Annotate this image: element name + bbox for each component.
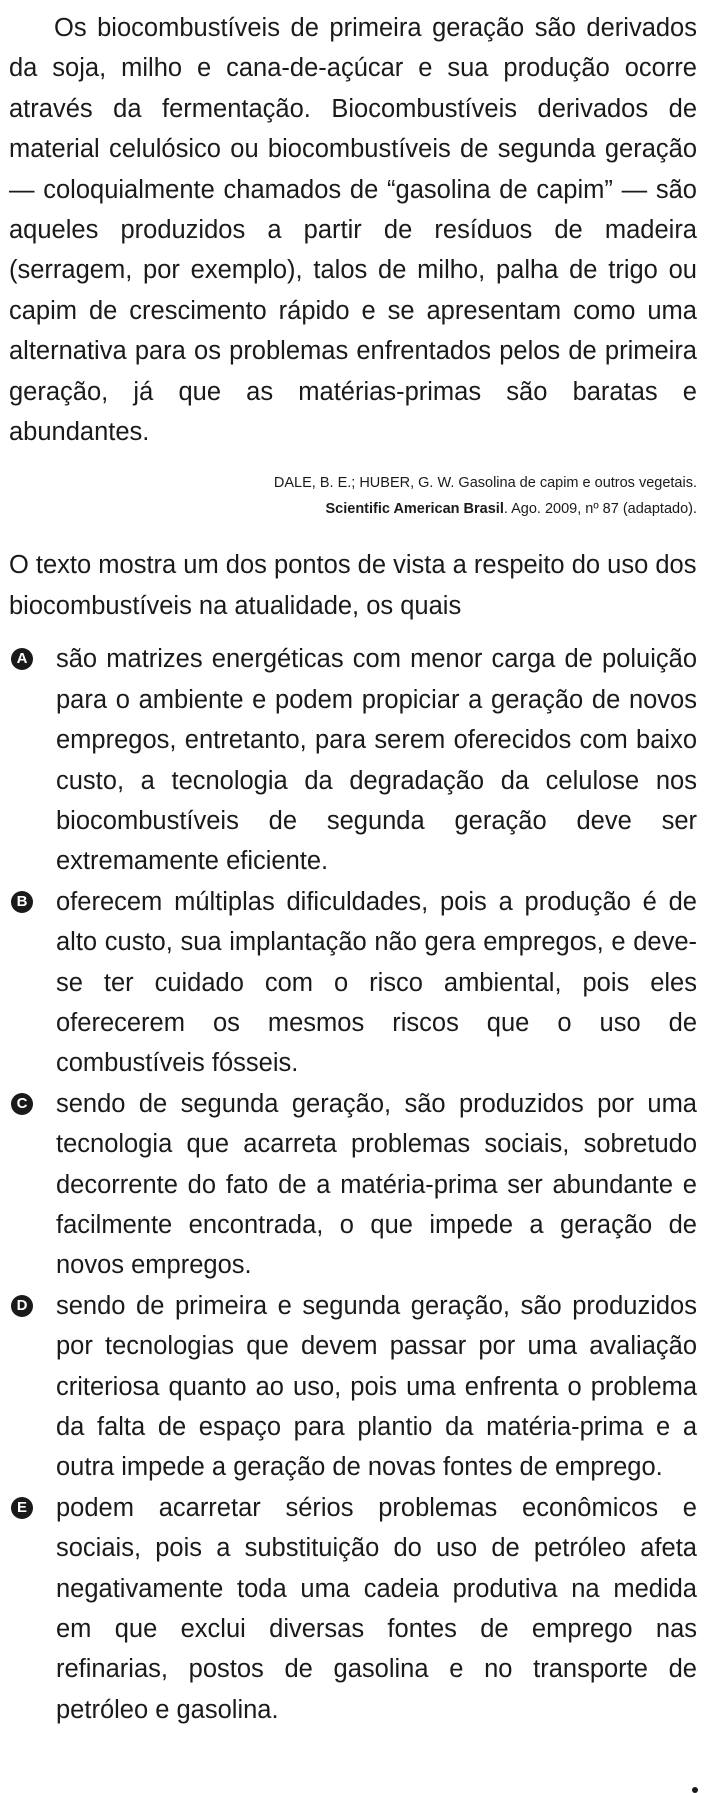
option-b-text: oferecem múltiplas dificuldades, pois a produção é de alto custo, sua implantação não gera empregos, e deve-se ter cuidado com o risco ambiental, pois eles oferecerem os mesmos riscos que o uso de combustíveis fósseis. — [56, 887, 697, 1078]
option-a-letter-badge: A — [11, 648, 33, 670]
answer-options — [9, 639, 697, 1730]
option-e[interactable] — [9, 1488, 697, 1730]
option-e-text: podem acarretar sérios problemas econômicos e sociais, pois a substituição do uso de petróleo afeta negativamente toda uma cadeia produtiva na medida em que exclui diversas fontes de emprego nas refinarias, postos de gasolina e no transporte de petróleo e gasolina. — [56, 1493, 697, 1724]
question-stem: O texto mostra um dos pontos de vista a respeito do uso dos biocombustíveis na atualidade, os quais — [9, 551, 697, 620]
option-d-text: sendo de primeira e segunda geração, são produzidos por tecnologias que devem passar por uma avaliação criteriosa quanto ao uso, pois uma enfrenta o problema da falta de espaço para plantio da matéria-prima e a outra impede a geração de novas fontes de emprego. — [56, 1291, 697, 1482]
option-c[interactable] — [9, 1084, 697, 1286]
option-a[interactable] — [9, 639, 697, 881]
option-b-letter-badge: B — [11, 891, 33, 913]
exam-question — [9, 0, 697, 1730]
citation-source-title: Scientific American Brasil — [325, 501, 504, 518]
option-d-letter-badge: D — [11, 1295, 33, 1317]
passage-text: Os biocombustíveis de primeira geração são derivados da soja, milho e cana-de-açúcar e sua produção ocorre através da fermentação. Biocombustíveis derivados de material celulósico ou biocombustíveis de segunda geração — coloquialmente chamados de “gasolina de capim” — são aqueles produzidos a partir de resíduos de madeira (serragem, por exemplo), talos de milho, palha de trigo ou capim de crescimento rápido e se apresentam como uma alternativa para os problemas enfrentados pelos de primeira geração, já que as matérias-primas são baratas e abundantes. — [9, 14, 697, 447]
citation-author-title: DALE, B. E.; HUBER, G. W. Gasolina de capim e outros vegetais. — [273, 475, 697, 492]
option-c-letter-badge: C — [11, 1093, 33, 1115]
page-corner-dot — [692, 1787, 698, 1793]
option-b[interactable] — [9, 882, 697, 1084]
option-a-text: são matrizes energéticas com menor carga de poluição para o ambiente e podem propiciar a geração de novos empregos, entretanto, para serem oferecidos com baixo custo, a tecnologia da degradação da celulose nos biocombustíveis de segunda geração deve ser extremamente eficiente. — [56, 645, 697, 876]
citation — [9, 470, 697, 522]
option-d[interactable] — [9, 1286, 697, 1488]
option-e-letter-badge: E — [11, 1497, 33, 1519]
citation-source — [9, 496, 697, 522]
citation-source-details: . Ago. 2009, nº 87 (adaptado). — [503, 501, 697, 518]
option-c-text: sendo de segunda geração, são produzidos por uma tecnologia que acarreta problemas sociais, sobretudo decorrente do fato de a matéria-prima ser abundante e facilmente encontrada, o que impede a geração de novos empregos. — [56, 1089, 697, 1280]
